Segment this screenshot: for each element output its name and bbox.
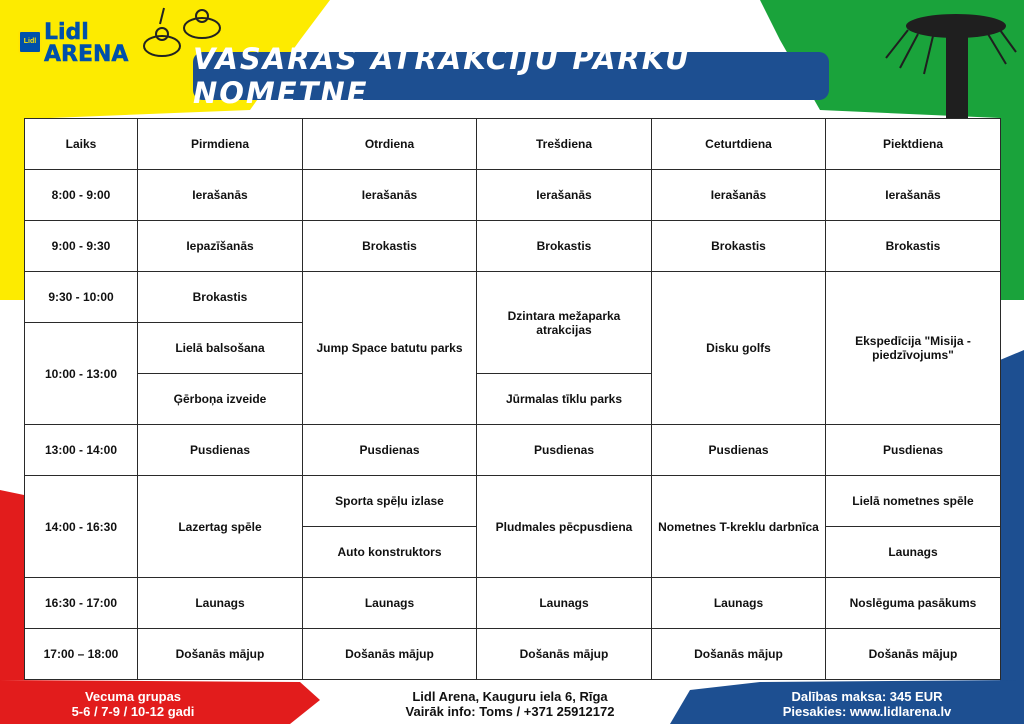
schedule-cell: Došanās mājup xyxy=(826,629,1001,680)
table-row xyxy=(25,629,1001,680)
signup-link[interactable]: Piesakies: www.lidlarena.lv xyxy=(782,704,952,719)
logo-wordmark xyxy=(44,22,128,66)
schedule-cell: Noslēguma pasākums xyxy=(826,578,1001,629)
schedule-cell: Pludmales pēcpusdiena xyxy=(477,476,652,578)
lidl-arena-logo xyxy=(18,20,130,72)
red-stroke-left xyxy=(0,490,24,680)
schedule-cell: Ekspedīcija "Misija - piedzīvojums" xyxy=(826,272,1001,425)
age-groups-value: 5-6 / 7-9 / 10-12 gadi xyxy=(71,704,195,719)
schedule-cell: Došanās mājup xyxy=(303,629,477,680)
header-wednesday: Trešdiena xyxy=(477,119,652,170)
schedule-cell: Dzintara mežaparka atrakcijas xyxy=(477,272,652,374)
schedule-cell: Ierašanās xyxy=(303,170,477,221)
table-header-row xyxy=(25,119,1001,170)
schedule-cell: Pusdienas xyxy=(652,425,826,476)
schedule-cell: Auto konstruktors xyxy=(303,527,477,578)
table-row xyxy=(25,221,1001,272)
schedule-cell: Brokastis xyxy=(652,221,826,272)
schedule-cell: Brokastis xyxy=(138,272,303,323)
blue-stroke-right xyxy=(1000,350,1024,724)
schedule-cell: Ierašanās xyxy=(138,170,303,221)
header-tuesday: Otrdiena xyxy=(303,119,477,170)
time-cell: 17:00 – 18:00 xyxy=(25,629,138,680)
schedule-cell: Brokastis xyxy=(477,221,652,272)
schedule-cell: Došanās mājup xyxy=(652,629,826,680)
schedule-cell: Launags xyxy=(826,527,1001,578)
footer-contact xyxy=(360,689,660,719)
schedule-cell: Lazertag spēle xyxy=(138,476,303,578)
lidl-badge: Lidl xyxy=(18,30,42,54)
schedule-cell: Pusdienas xyxy=(138,425,303,476)
table-row xyxy=(25,272,1001,323)
schedule-cell: Launags xyxy=(138,578,303,629)
schedule-cell: Pusdienas xyxy=(303,425,477,476)
header-friday: Piektdiena xyxy=(826,119,1001,170)
schedule-cell: Nometnes T-kreklu darbnīca xyxy=(652,476,826,578)
time-cell: 13:00 - 14:00 xyxy=(25,425,138,476)
schedule-cell: Sporta spēļu izlase xyxy=(303,476,477,527)
table-row xyxy=(25,425,1001,476)
schedule-cell: Ģērboņa izveide xyxy=(138,374,303,425)
logo-line-lidl: Lidl xyxy=(44,20,89,45)
age-groups-label: Vecuma grupas xyxy=(84,689,182,704)
schedule-cell: Lielā nometnes spēle xyxy=(826,476,1001,527)
schedule-table xyxy=(24,118,1001,680)
schedule-cell: Brokastis xyxy=(826,221,1001,272)
title-banner xyxy=(193,42,829,110)
schedule-cell: Ierašanās xyxy=(826,170,1001,221)
page-title: VASARAS ATRAKCIJU PARKU NOMETNE xyxy=(193,42,691,110)
schedule-cell: Jūrmalas tīklu parks xyxy=(477,374,652,425)
footer-age-groups xyxy=(58,689,208,719)
header-thursday: Ceturtdiena xyxy=(652,119,826,170)
swing-ride-icon xyxy=(878,8,1018,120)
time-cell: 8:00 - 9:00 xyxy=(25,170,138,221)
time-cell: 9:30 - 10:00 xyxy=(25,272,138,323)
schedule-cell: Launags xyxy=(652,578,826,629)
schedule-cell: Brokastis xyxy=(303,221,477,272)
footer-address: Lidl Arena, Kauguru iela 6, Rīga xyxy=(412,689,608,704)
header-time: Laiks xyxy=(25,119,138,170)
table-row xyxy=(25,170,1001,221)
table-row xyxy=(25,476,1001,527)
schedule-cell: Došanās mājup xyxy=(138,629,303,680)
footer-fee xyxy=(752,689,982,719)
schedule-cell: Pusdienas xyxy=(826,425,1001,476)
time-cell: 10:00 - 13:00 xyxy=(25,323,138,425)
participation-fee: Dalības maksa: 345 EUR xyxy=(791,689,943,704)
time-cell: 9:00 - 9:30 xyxy=(25,221,138,272)
schedule-cell: Došanās mājup xyxy=(477,629,652,680)
schedule-cell: Pusdienas xyxy=(477,425,652,476)
logo-line-arena: ARENA xyxy=(44,42,129,67)
schedule-cell: Ierašanās xyxy=(652,170,826,221)
time-cell: 16:30 - 17:00 xyxy=(25,578,138,629)
schedule-cell: Iepazīšanās xyxy=(138,221,303,272)
schedule-cell: Launags xyxy=(477,578,652,629)
schedule-cell: Lielā balsošana xyxy=(138,323,303,374)
schedule-cell: Ierašanās xyxy=(477,170,652,221)
table-row xyxy=(25,578,1001,629)
header-monday: Pirmdiena xyxy=(138,119,303,170)
yellow-stroke-left xyxy=(0,110,24,300)
footer-info: Vairāk info: Toms / +371 25912172 xyxy=(405,704,615,719)
time-cell: 14:00 - 16:30 xyxy=(25,476,138,578)
schedule-cell: Jump Space batutu parks xyxy=(303,272,477,425)
schedule-cell: Disku golfs xyxy=(652,272,826,425)
schedule-cell: Launags xyxy=(303,578,477,629)
